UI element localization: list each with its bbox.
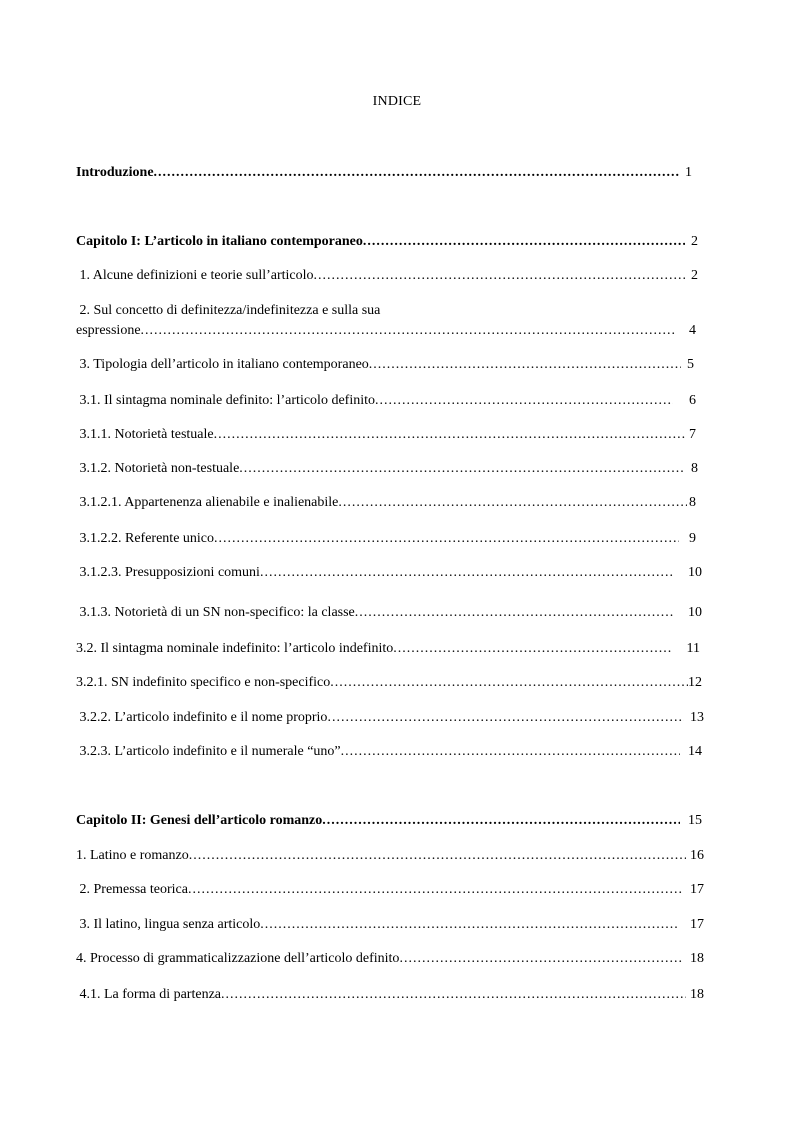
toc-leader-dots: [260, 915, 678, 935]
toc-entry-text: 3. Il latino, lingua senza articolo: [76, 917, 261, 932]
toc-leader-dots: [154, 163, 679, 183]
toc-entry: [76, 355, 704, 375]
toc-leader-dots: [214, 425, 687, 445]
toc-page-number: 7: [689, 427, 696, 442]
toc-page-number: 10: [688, 565, 702, 580]
toc-leader-dots: [399, 949, 682, 969]
toc-page-number: 12: [688, 675, 702, 690]
toc-entry: [76, 708, 704, 728]
toc-leader-dots: [239, 459, 683, 479]
toc-entry: [76, 529, 704, 549]
toc-entry-text: 3.2.1. SN indefinito specifico e non-specifico: [76, 675, 331, 690]
toc-page-number: 10: [688, 605, 702, 620]
toc-leader-dots: [393, 639, 670, 659]
toc-entry-text: Capitolo I: L’articolo in italiano contemporaneo: [76, 234, 363, 249]
toc-entry: [76, 846, 704, 866]
toc-leader-dots: [341, 742, 680, 762]
toc-entry: [76, 391, 704, 411]
toc-leader-dots: [369, 355, 681, 375]
toc-entry: [76, 949, 704, 969]
toc-entry: [76, 563, 704, 583]
toc-chapter-1: [76, 232, 704, 252]
toc-page-number: 11: [686, 641, 700, 656]
toc-entry: [76, 673, 704, 693]
toc-entry-text: 4.1. La forma di partenza: [76, 987, 221, 1002]
toc-leader-dots: [141, 321, 675, 341]
toc-entry-text: Capitolo II: Genesi dell’articolo romanzo: [76, 813, 323, 828]
toc-entry: [76, 266, 704, 286]
toc-page-number: 8: [689, 495, 696, 510]
toc-entry: [76, 742, 704, 762]
toc-entry: [76, 459, 704, 479]
toc-entry: [76, 985, 704, 1005]
toc-page-number: 18: [690, 951, 704, 966]
toc-leader-dots: [375, 391, 673, 411]
toc-entry-text: 3.1.2.3. Presupposizioni comuni: [76, 565, 260, 580]
toc-entry-text: 3.2.2. L’articolo indefinito e il nome proprio: [76, 710, 328, 725]
toc-leader-dots: [189, 846, 686, 866]
toc-leader-dots: [314, 266, 685, 286]
toc-page-number: 17: [690, 882, 704, 897]
toc-leader-dots: [221, 985, 686, 1005]
toc-entry-text: espressione: [76, 323, 141, 338]
toc-chapter-2: [76, 811, 704, 831]
toc-page-number: 15: [688, 813, 702, 828]
toc-leader-dots: [338, 493, 687, 513]
toc-entry: [76, 639, 704, 659]
toc-leader-dots: [327, 708, 684, 728]
toc-page-number: 18: [690, 987, 704, 1002]
toc-entry-text: 2. Premessa teorica: [76, 882, 188, 897]
toc-page-number: 8: [691, 461, 698, 476]
toc-entry-text: Introduzione: [76, 165, 154, 180]
toc-entry-text: 1. Latino e romanzo: [76, 848, 189, 863]
toc-entry-text: 3.2. Il sintagma nominale indefinito: l’articolo indefinito: [76, 641, 394, 656]
toc-entry: [76, 425, 704, 445]
toc-page-number: 9: [689, 531, 696, 546]
toc-page-number: 14: [688, 744, 702, 759]
toc-page-number: 13: [690, 710, 704, 725]
toc-entry: [76, 880, 704, 900]
toc-leader-dots: [260, 563, 674, 583]
toc-entry: [76, 301, 704, 341]
toc-leader-dots: [214, 529, 679, 549]
toc-entry: [76, 493, 704, 513]
toc-entry-text: 3.1.3. Notorietà di un SN non-specifico: la classe: [76, 605, 355, 620]
page-title: INDICE: [372, 94, 422, 109]
toc-entry: [76, 603, 704, 623]
toc-entry: [76, 915, 704, 935]
toc-page-number: 2: [691, 268, 698, 283]
toc-entry-text: 3.1.2.1. Appartenenza alienabile e inalienabile: [76, 495, 339, 510]
toc-entry-text: 4. Processo di grammaticalizzazione dell’articolo definito: [76, 951, 400, 966]
toc-entry-text: 1. Alcune definizioni e teorie sull’articolo: [76, 268, 314, 283]
toc-intro: [76, 163, 704, 183]
toc-leader-dots: [363, 232, 685, 252]
toc-entry-text-line1: 2. Sul concetto di definitezza/indefinitezza e sulla sua: [76, 303, 381, 318]
toc-page-number: 16: [690, 848, 704, 863]
toc-leader-dots: [330, 673, 688, 693]
toc-page-number: 1: [685, 165, 692, 180]
toc-page-number: 6: [689, 393, 696, 408]
toc-entry-text: 3.2.3. L’articolo indefinito e il numerale “uno”: [76, 744, 341, 759]
toc-entry-text: 3.1.2. Notorietà non-testuale: [76, 461, 240, 476]
toc-leader-dots: [355, 603, 674, 623]
toc-page-number: 2: [691, 234, 698, 249]
toc-page-number: 17: [690, 917, 704, 932]
toc-entry-text: 3. Tipologia dell’articolo in italiano contemporaneo: [76, 357, 369, 372]
toc-page-number: 5: [687, 357, 694, 372]
toc-leader-dots: [188, 880, 682, 900]
toc-entry-text: 3.1. Il sintagma nominale definito: l’articolo definito: [76, 393, 375, 408]
toc-entry-text: 3.1.1. Notorietà testuale: [76, 427, 214, 442]
toc-page-number: 4: [689, 323, 696, 338]
toc-entry-text: 3.1.2.2. Referente unico: [76, 531, 215, 546]
toc-leader-dots: [322, 811, 680, 831]
